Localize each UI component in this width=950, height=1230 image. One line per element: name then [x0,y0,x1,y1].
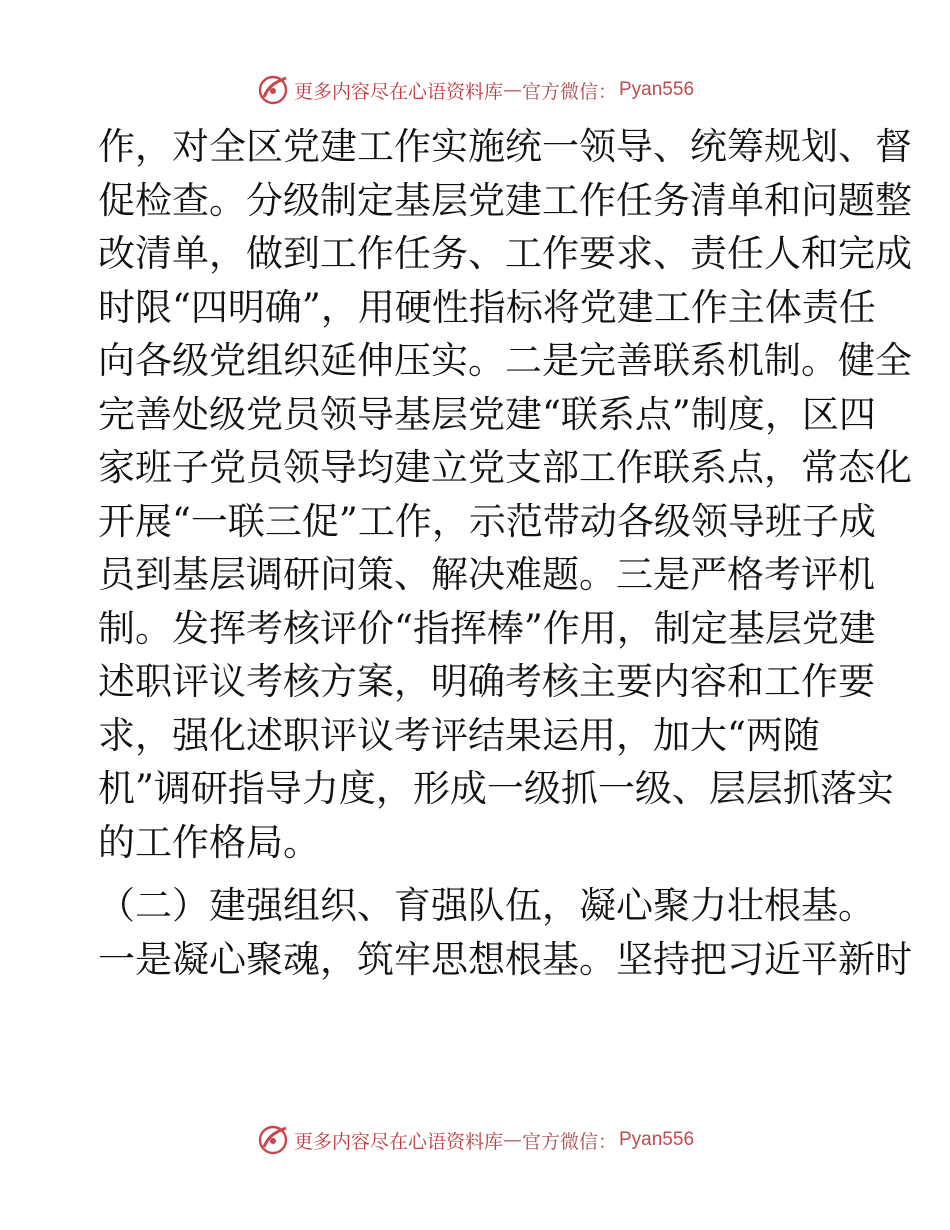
text-line: 开展“一联三促”工作，示范带动各级领导班子成 [98,499,876,543]
text-line: 改清单，做到工作任务、工作要求、责任人和完成 [98,232,912,275]
text-line: 完善处级党员领导基层党建“联系点”制度，区四 [98,392,876,436]
section-heading: （二）建强组织、育强队伍，凝心聚力壮根基。 [98,884,875,927]
text-line: 促检查。分级制定基层党建工作任务清单和问题整 [98,178,912,222]
document-body [98,120,912,986]
logo-icon [256,73,290,107]
text-line: 一是凝心聚魂，筑牢思想根基。坚持把习近平新时 [98,937,912,981]
banner-wechat-label: 官方微信： [521,1130,617,1153]
text-line: 制。发挥考核评价“指挥棒”作用，制定基层党建 [98,606,876,650]
text-line: 的工作格局。 [98,820,320,864]
header-watermark [0,68,950,112]
banner-red-text: 更多内容尽在心语资料库 [293,80,503,103]
text-line: 述职评议考核方案，明确考核主要内容和工作要 [98,660,875,703]
paragraph-2 [98,933,912,987]
banner-red-text: 更多内容尽在心语资料库 [293,1130,503,1153]
text-line: 员到基层调研问策、解决难题。三是严格考评机 [98,553,875,596]
text-line: 机”调研指导力度，形成一级抓一级、层层抓落实 [98,767,894,810]
banner-wechat-id: Pyan556 [619,1129,695,1150]
banner-dash: — [502,1129,522,1151]
paragraph-1 [98,120,912,869]
banner-dash: — [502,79,522,101]
text-line: 时限“四明确”，用硬性指标将党建工作主体责任 [98,285,876,329]
banner-wechat-label: 官方微信： [521,80,617,103]
logo-icon [256,1123,290,1157]
text-line: 家班子党员领导均建立党支部工作联系点，常态化 [98,446,912,489]
text-line: 求，强化述职评议考评结果运用，加大“两随 [98,713,820,757]
footer-watermark [0,1118,950,1162]
text-line: 向各级党组织延伸压实。二是完善联系机制。健全 [98,339,912,382]
text-line: 作，对全区党建工作实施统一领导、统筹规划、督 [98,125,912,168]
banner-wechat-id: Pyan556 [619,79,695,100]
